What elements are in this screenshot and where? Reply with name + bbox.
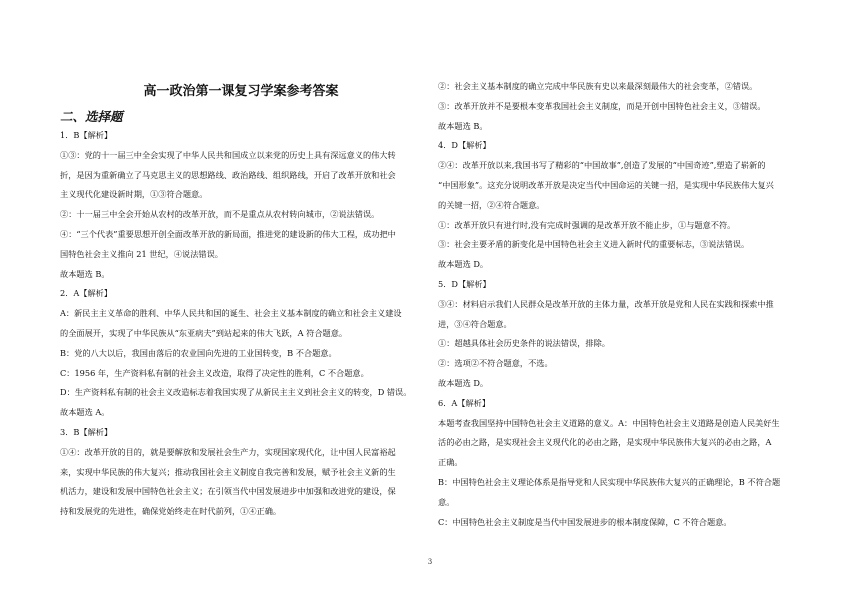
text-line: B：党的八大以后，我国由落后的农业国向先进的工业国转变，B 不合题意。 <box>60 347 337 358</box>
text-line: “中国形象”。这充分说明改革开放是决定当代中国命运的关键一招，是实现中华民族伟大复兴 <box>438 179 774 190</box>
text-line: 本题考查我国坚持中国特色社会主义道路的意义。A：中国特色社会主义道路是创造人民美好生 <box>438 417 780 428</box>
text-line: ①④：改革开放的目的，就是要解放和发展社会生产力，实现国家现代化，让中国人民富裕起 <box>60 446 396 457</box>
text-line: C：1956 年，生产资料私有制的社会主义改造，取得了决定性的胜利，C 不合题意。 <box>60 367 369 378</box>
text-line: ②：十一届三中全会开始从农村的改革开放，而不是重点从农村转向城市，②说法错误。 <box>60 209 380 220</box>
left-column-text <box>60 126 422 522</box>
text-line: ②④：改革开放以来,我国书写了精彩的“中国故事”,创造了发展的“中国奇迹”,塑造了崭新的 <box>438 160 766 171</box>
text-line: 国特色社会主义推向 21 世纪，④说法错误。 <box>60 248 223 259</box>
text-line: 活的必由之路，是实现社会主义现代化的必由之路，是实现中华民族伟大复兴的必由之路，A <box>438 437 772 448</box>
text-line: 主义现代化建设新时期，①③符合题意。 <box>60 189 208 200</box>
text-line: 机活力，建设和发展中国特色社会主义；在引领当代中国发展进步中加强和改进党的建设，保 <box>60 486 396 497</box>
text-line: 故本题选 B。 <box>438 120 488 131</box>
text-line: 的全面展开，实现了中华民族从“东亚病夫”到站起来的伟大飞跃，A 符合题意。 <box>60 327 348 338</box>
text-line: C：中国特色社会主义制度是当代中国发展进步的根本制度保障，C 不符合题意。 <box>438 516 732 527</box>
text-line: 进，③④符合题意。 <box>438 318 512 329</box>
page-number: 3 <box>427 558 433 566</box>
text-line: 来，实现中华民族的伟大复兴；推动我国社会主义制度自我完善和发展，赋予社会主义新的生 <box>60 466 396 477</box>
text-line: 5．D【解析】 <box>438 278 491 289</box>
text-line: 正确。 <box>438 457 463 468</box>
text-line: A：新民主主义革命的胜利、中华人民共和国的诞生、社会主义基本制度的确立和社会主义建设 <box>60 308 402 319</box>
text-line: 3．B【解析】 <box>60 426 113 437</box>
text-line: ①：超越具体社会历史条件的说法错误，排除。 <box>438 338 610 349</box>
page-title: 高一政治第一课复习学案参考答案 <box>143 84 339 99</box>
text-line: ③：社会主要矛盾的新变化是中国特色社会主义进入新时代的重要标志，③说法错误。 <box>438 239 750 250</box>
text-line: ②：社会主义基本制度的确立完成中华民族有史以来最深刻最伟大的社会变革，②错误。 <box>438 81 758 91</box>
text-line: 持和发展党的先进性，确保党始终走在时代前列，①④正确。 <box>60 506 282 517</box>
text-line: 意。 <box>438 496 455 507</box>
text-line: 4．D【解析】 <box>438 140 491 151</box>
text-line: B：中国特色社会主义理论体系是指导党和人民实现中华民族伟大复兴的正确理论，B 不符合题 <box>438 476 781 487</box>
text-line: 的关键一招，②④符合题意。 <box>438 199 545 210</box>
section-heading: 二、选择题 <box>60 109 123 124</box>
text-line: ②：选项②不符合题意，不选。 <box>438 358 553 369</box>
text-line: ①③：党的十一届三中全会实现了中华人民共和国成立以来党的历史上具有深远意义的伟大转 <box>60 149 396 160</box>
text-line: 折，是因为重新确立了马克思主义的思想路线、政治路线、组织路线，开启了改革开放和社会 <box>60 169 396 180</box>
text-line: 故本题选 B。 <box>60 268 110 279</box>
text-line: ③④：材料启示我们人民群众是改革开放的主体力量，改革开放是党和人民在实践和探索中推 <box>438 298 774 309</box>
text-line: D：生产资料私有制的社会主义改造标志着我国实现了从新民主主义到社会主义的转变，D 错误。 <box>60 387 412 398</box>
text-line: ③：改革开放并不是要根本变革我国社会主义制度，而是开创中国特色社会主义，③错误。 <box>438 100 766 111</box>
text-line: 故本题选 A。 <box>60 407 110 418</box>
text-line: 6．A【解析】 <box>438 397 491 408</box>
text-line: 故本题选 D。 <box>438 259 489 270</box>
text-line: 故本题选 D。 <box>438 377 489 388</box>
right-column-text <box>438 77 802 532</box>
text-line: ①：改革开放只有进行时,没有完成时强调的是改革开放不能止步，①与题意不符。 <box>438 219 736 230</box>
text-line: 1．B【解析】 <box>60 130 113 140</box>
text-line: ④：“三个代表”重要思想开创全面改革开放的新局面，推进党的建设新的伟大工程，成功把中 <box>60 228 396 239</box>
text-line: 2．A【解析】 <box>60 288 113 299</box>
